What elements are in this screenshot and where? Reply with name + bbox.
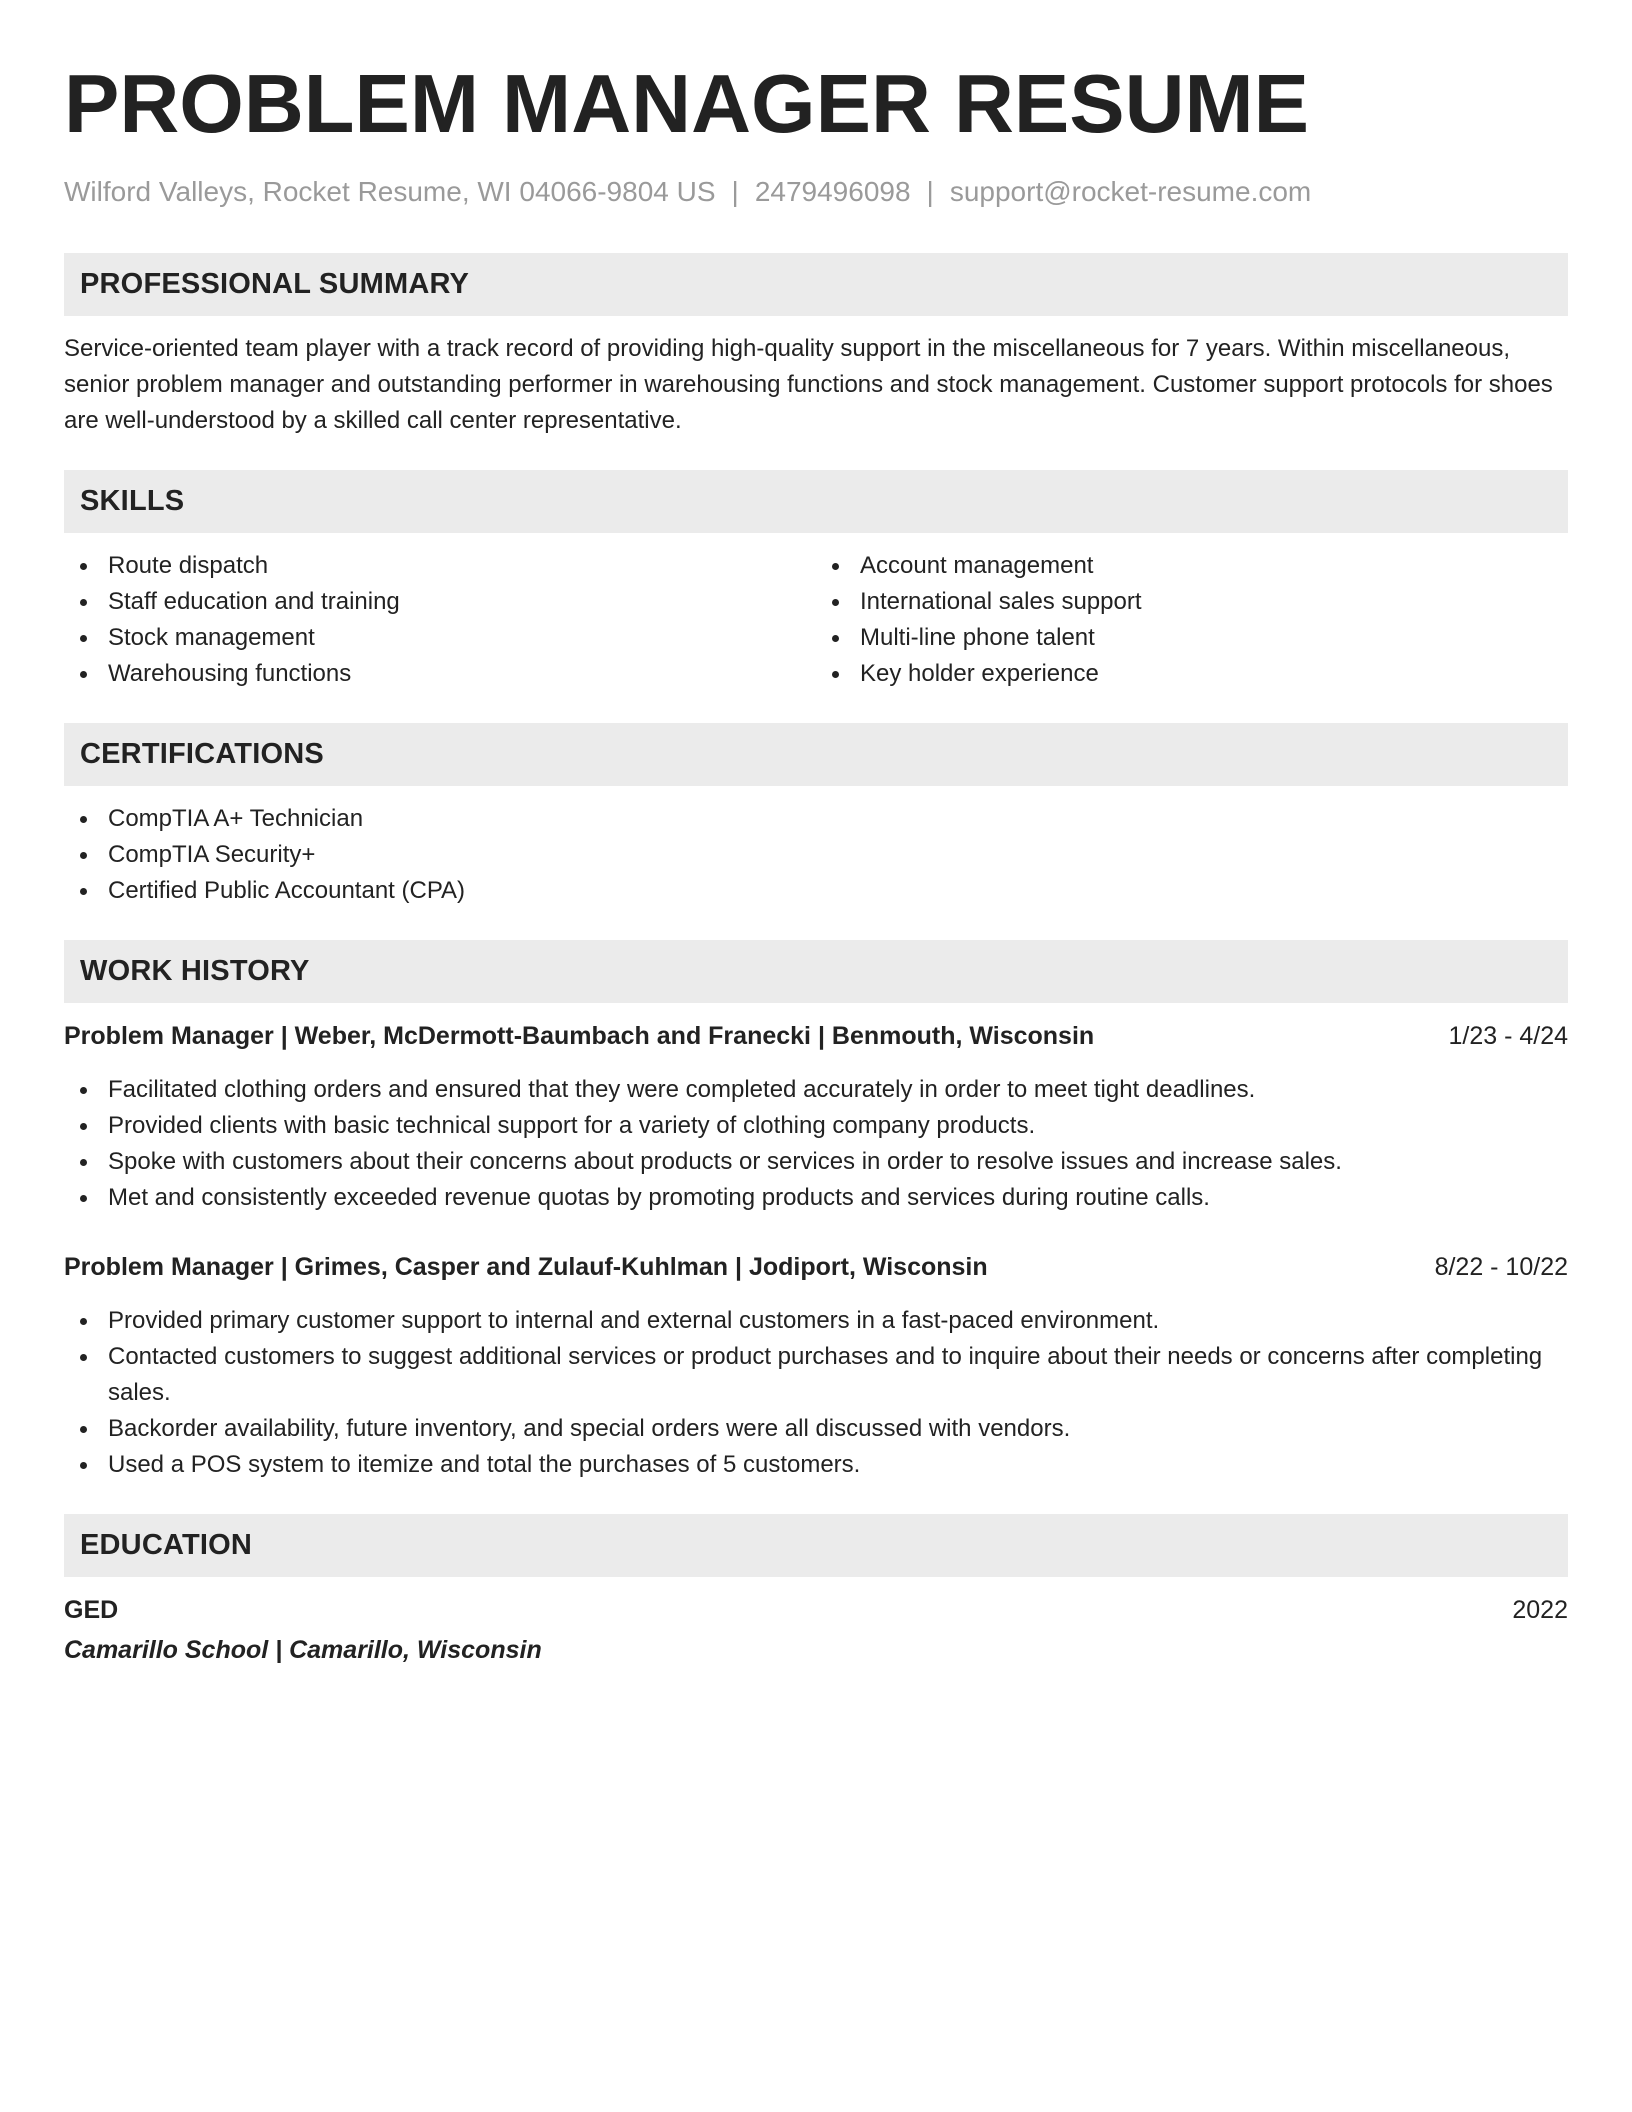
job-header [64, 1018, 1568, 1054]
job-title: Problem Manager | Grimes, Casper and Zulauf-Kuhlman | Jodiport, Wisconsin [64, 1253, 988, 1281]
certification-item: CompTIA A+ Technician [64, 801, 1568, 837]
section-heading-education: EDUCATION [64, 1514, 1568, 1577]
email: support@rocket-resume.com [949, 176, 1312, 207]
job-title: Problem Manager | Weber, McDermott-Baumbach and Franecki | Benmouth, Wisconsin [64, 1022, 1095, 1050]
address: Wilford Valleys, Rocket Resume, WI 04066-9804 US [64, 176, 716, 207]
job-bullet: Provided clients with basic technical support for a variety of clothing company products. [64, 1108, 1568, 1144]
job-bullet: Spoke with customers about their concerns about products or services in order to resolve issues and increase sales. [64, 1144, 1568, 1180]
job-bullet: Met and consistently exceeded revenue quotas by promoting products and services during routine calls. [64, 1180, 1568, 1216]
resume-title: PROBLEM MANAGER RESUME [64, 57, 1310, 150]
education-header [64, 1592, 1568, 1628]
certification-item: Certified Public Accountant (CPA) [64, 873, 1568, 909]
job-bullet: Used a POS system to itemize and total the purchases of 5 customers. [64, 1447, 1568, 1483]
section-heading-certifications: CERTIFICATIONS [64, 723, 1568, 786]
degree: GED [64, 1596, 119, 1624]
skills-list [64, 548, 1568, 692]
section-heading-work-history: WORK HISTORY [64, 940, 1568, 1003]
job-bullets [64, 1072, 1568, 1216]
job-dates: 1/23 - 4/24 [1448, 1022, 1568, 1050]
skills-column-left [64, 548, 816, 692]
graduation-year: 2022 [1512, 1596, 1568, 1624]
certification-item: CompTIA Security+ [64, 837, 1568, 873]
phone: 2479496098 [754, 176, 911, 207]
job-bullet: Provided primary customer support to internal and external customers in a fast-paced environment. [64, 1303, 1568, 1339]
certifications-list [64, 801, 1568, 909]
school-name: Camarillo School | Camarillo, Wisconsin [64, 1636, 542, 1664]
skill-item: Key holder experience [816, 656, 1568, 692]
job-header [64, 1249, 1568, 1285]
skill-item: Account management [816, 548, 1568, 584]
job-bullets [64, 1303, 1568, 1483]
job-bullet: Contacted customers to suggest additional services or product purchases and to inquire about their needs or concerns after completing sales. [64, 1339, 1568, 1411]
skill-item: Route dispatch [64, 548, 816, 584]
section-heading-skills: SKILLS [64, 470, 1568, 533]
skills-column-right [816, 548, 1568, 692]
job-bullet: Backorder availability, future inventory, and special orders were all discussed with vendors. [64, 1411, 1568, 1447]
job-dates: 8/22 - 10/22 [1434, 1253, 1568, 1281]
skill-item: Staff education and training [64, 584, 816, 620]
skill-item: Multi-line phone talent [816, 620, 1568, 656]
section-heading-summary: PROFESSIONAL SUMMARY [64, 253, 1568, 316]
skill-item: Warehousing functions [64, 656, 816, 692]
contact-line [64, 174, 1568, 210]
job-entry [64, 1249, 1568, 1483]
contact-separator: | [731, 176, 739, 207]
contact-separator: | [926, 176, 934, 207]
skill-item: International sales support [816, 584, 1568, 620]
summary-text: Service-oriented team player with a track record of providing high-quality support in the miscellaneous for 7 years. Within miscellaneous, senior problem manager and outstanding performer in warehousing functions and stock management. Customer support protocols for shoes are well-understood by a skilled call center representative. [64, 335, 1553, 434]
job-bullet: Facilitated clothing orders and ensured that they were completed accurately in order to meet tight deadlines. [64, 1072, 1568, 1108]
skill-item: Stock management [64, 620, 816, 656]
job-entry [64, 1018, 1568, 1216]
